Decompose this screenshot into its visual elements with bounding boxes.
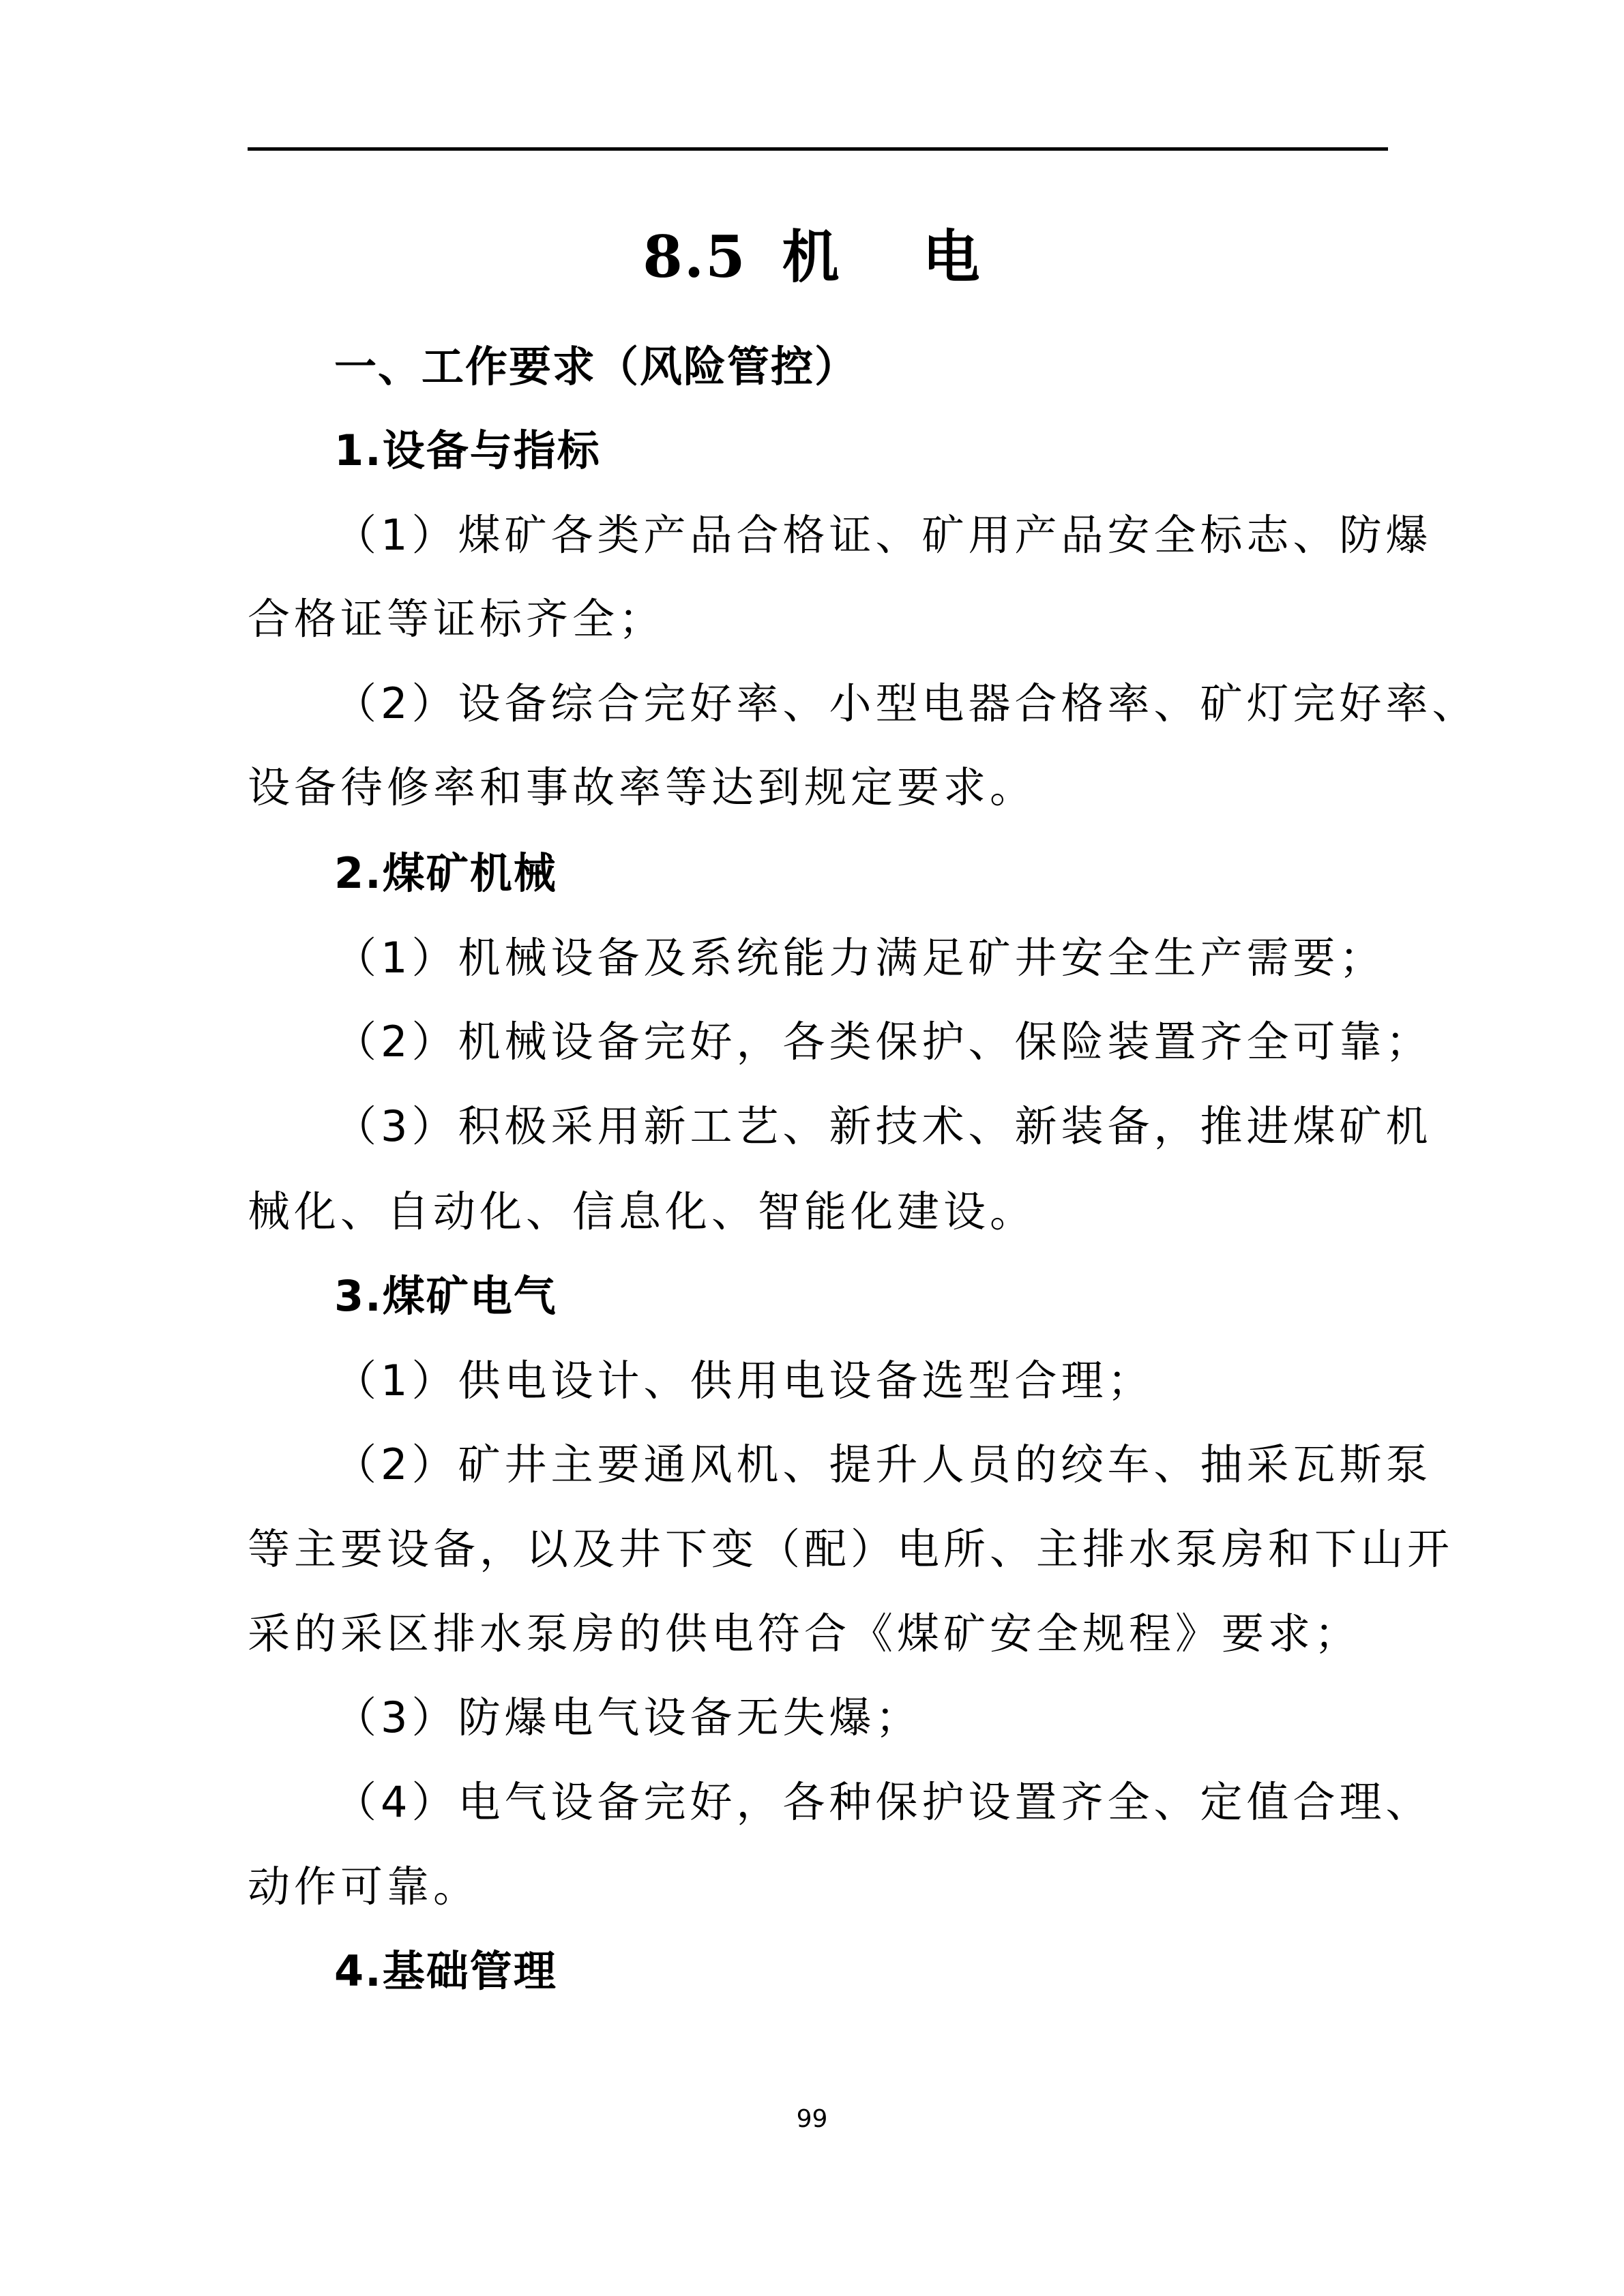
subsection-heading-4: 4.基础管理 bbox=[334, 1946, 557, 1996]
subsection-heading-1: 1.设备与指标 bbox=[334, 426, 601, 475]
paragraph-line: 采的采区排水泵房的供电符合《煤矿安全规程》要求； bbox=[248, 1609, 1361, 1658]
paragraph-line: 械化、自动化、信息化、智能化建设。 bbox=[248, 1187, 1037, 1236]
paragraph-line: （2）设备综合完好率、小型电器合格率、矿灯完好率、 bbox=[334, 679, 1479, 728]
paragraph-line: （1）煤矿各类产品合格证、矿用产品安全标志、防爆 bbox=[334, 510, 1432, 560]
header-rule bbox=[248, 147, 1388, 151]
page-title bbox=[0, 213, 1624, 301]
subsection-heading-3: 3.煤矿电气 bbox=[334, 1271, 557, 1321]
section-heading: 一、工作要求（风险管控） bbox=[334, 342, 859, 391]
paragraph-line: 设备待修率和事故率等达到规定要求。 bbox=[248, 762, 1037, 812]
paragraph-line: （1）供电设计、供用电设备选型合理； bbox=[334, 1356, 1154, 1405]
paragraph-line: （2）机械设备完好，各类保护、保险装置齐全可靠； bbox=[334, 1017, 1432, 1067]
paragraph-line: （3）积极采用新工艺、新技术、新装备，推进煤矿机 bbox=[334, 1101, 1432, 1151]
paragraph-line: 合格证等证标齐全； bbox=[248, 594, 666, 644]
subsection-heading-2: 2.煤矿机械 bbox=[334, 848, 557, 898]
paragraph-line: （4）电气设备完好，各种保护设置齐全、定值合理、 bbox=[334, 1777, 1432, 1827]
title-word-1: 机 bbox=[782, 223, 841, 290]
paragraph-line: （2）矿井主要通风机、提升人员的绞车、抽采瓦斯泵 bbox=[334, 1440, 1432, 1489]
title-number: 8.5 bbox=[643, 223, 747, 290]
page-number: 99 bbox=[796, 2105, 828, 2133]
paragraph-line: 动作可靠。 bbox=[248, 1862, 480, 1911]
paragraph-line: （1）机械设备及系统能力满足矿井安全生产需要； bbox=[334, 933, 1386, 983]
paragraph-line: （3）防爆电气设备无失爆； bbox=[334, 1693, 922, 1742]
paragraph-line: 等主要设备，以及井下变（配）电所、主排水泵房和下山开 bbox=[248, 1524, 1454, 1574]
title-word-2: 电 bbox=[922, 223, 981, 290]
